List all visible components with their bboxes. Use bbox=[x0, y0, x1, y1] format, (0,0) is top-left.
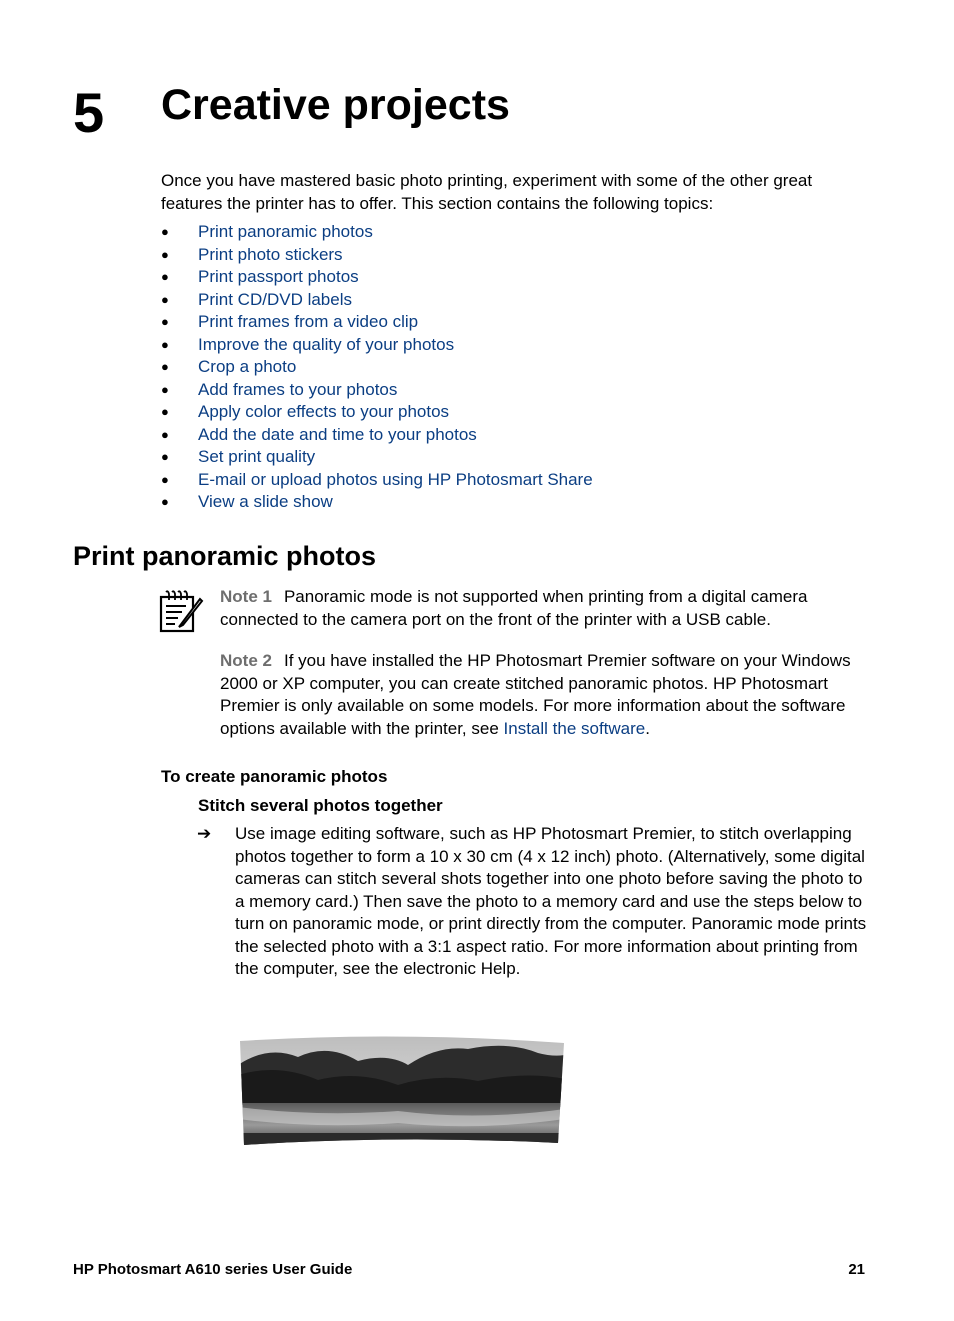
topic-link[interactable]: E-mail or upload photos using HP Photosmart Share bbox=[198, 469, 593, 489]
note-pad-icon bbox=[158, 589, 204, 635]
procedure-heading: To create panoramic photos bbox=[161, 767, 388, 786]
bullet-icon: ● bbox=[161, 314, 169, 329]
intro-paragraph: Once you have mastered basic photo printing, experiment with some of the other great features the printer has to offer. This section contains the following topics: bbox=[161, 171, 813, 213]
bullet-icon: ● bbox=[161, 291, 169, 307]
bullet-icon: ● bbox=[161, 359, 169, 374]
topic-link[interactable]: Set print quality bbox=[198, 447, 316, 466]
topic-item bbox=[161, 266, 593, 289]
note-1-label: Note 1 bbox=[220, 587, 272, 606]
step-heading: Stitch several photos together bbox=[198, 796, 443, 815]
topic-item bbox=[161, 311, 593, 334]
topic-link[interactable]: Print passport photos bbox=[198, 267, 359, 286]
topic-item bbox=[161, 356, 593, 379]
note-2 bbox=[220, 650, 880, 740]
topic-link[interactable]: Crop a photo bbox=[198, 357, 297, 376]
note-1-text: Panoramic mode is not supported when printing from a digital camera connected to the camera port on the front of the printer with a USB cable. bbox=[220, 587, 808, 629]
topic-link[interactable]: Apply color effects to your photos bbox=[198, 402, 450, 421]
topic-link[interactable]: View a slide show bbox=[198, 492, 333, 511]
bullet-icon: ● bbox=[161, 404, 169, 419]
topic-link[interactable]: Print photo stickers bbox=[198, 244, 343, 264]
bullet-icon: ● bbox=[161, 471, 169, 487]
bullet-icon: ● bbox=[161, 494, 169, 509]
topic-item bbox=[161, 289, 593, 312]
topic-item bbox=[161, 446, 593, 469]
chapter-title: Creative projects bbox=[161, 81, 510, 129]
panorama-photo bbox=[238, 1035, 565, 1147]
bullet-icon: ● bbox=[161, 336, 169, 352]
bullet-icon: ● bbox=[161, 269, 169, 284]
install-software-link[interactable]: Install the software bbox=[503, 718, 646, 738]
topic-link[interactable]: Print panoramic photos bbox=[198, 222, 373, 241]
footer-guide-title: HP Photosmart A610 series User Guide bbox=[73, 1261, 353, 1278]
note-2-text: If you have installed the HP Photosmart Premier software on your Windows 2000 or XP computer, you can create stitched panoramic photos. HP Photosmart Premier is only available on some models. For more information about the software options available with the printer, see bbox=[220, 651, 851, 738]
topic-link[interactable]: Improve the quality of your photos bbox=[198, 334, 455, 354]
arrow-right-icon: ➔ bbox=[197, 824, 212, 843]
chapter-number: 5 bbox=[73, 81, 105, 144]
topic-item bbox=[161, 379, 593, 402]
topic-link[interactable]: Add the date and time to your photos bbox=[198, 424, 477, 444]
topic-link[interactable]: Print CD/DVD labels bbox=[198, 289, 352, 309]
bullet-icon: ● bbox=[161, 381, 169, 397]
note-2-text-end: . bbox=[645, 718, 650, 738]
bullet-icon: ● bbox=[161, 449, 169, 464]
step-text: Use image editing software, such as HP Photosmart Premier, to stitch overlapping photos together to form a 10 x 30 cm (4 x 12 inch) photo. (Alternatively, some digital cameras can stitch several shots together into one photo before saving the photo to a memory card.) Then save the photo to a memory card and use the steps below to turn on panoramic mode, or print directly from the computer. Panoramic mode prints the selected photo with a 3:1 aspect ratio. For more information about printing from the computer, see the electronic Help. bbox=[235, 824, 867, 978]
topic-item bbox=[161, 469, 593, 492]
note-2-label: Note 2 bbox=[220, 651, 272, 670]
topic-link[interactable]: Print frames from a video clip bbox=[198, 312, 419, 331]
topic-item bbox=[161, 244, 593, 267]
topic-item bbox=[161, 401, 593, 424]
section-heading: Print panoramic photos bbox=[73, 541, 377, 571]
topic-item bbox=[161, 334, 593, 357]
topic-item bbox=[161, 491, 593, 514]
note-1 bbox=[220, 586, 880, 631]
topic-item bbox=[161, 424, 593, 447]
topic-item bbox=[161, 221, 593, 244]
bullet-icon: ● bbox=[161, 224, 169, 239]
topic-link[interactable]: Add frames to your photos bbox=[198, 379, 398, 399]
bullet-icon: ● bbox=[161, 246, 169, 262]
bullet-icon: ● bbox=[161, 426, 169, 442]
topic-list bbox=[161, 221, 593, 514]
page-number: 21 bbox=[848, 1261, 865, 1278]
